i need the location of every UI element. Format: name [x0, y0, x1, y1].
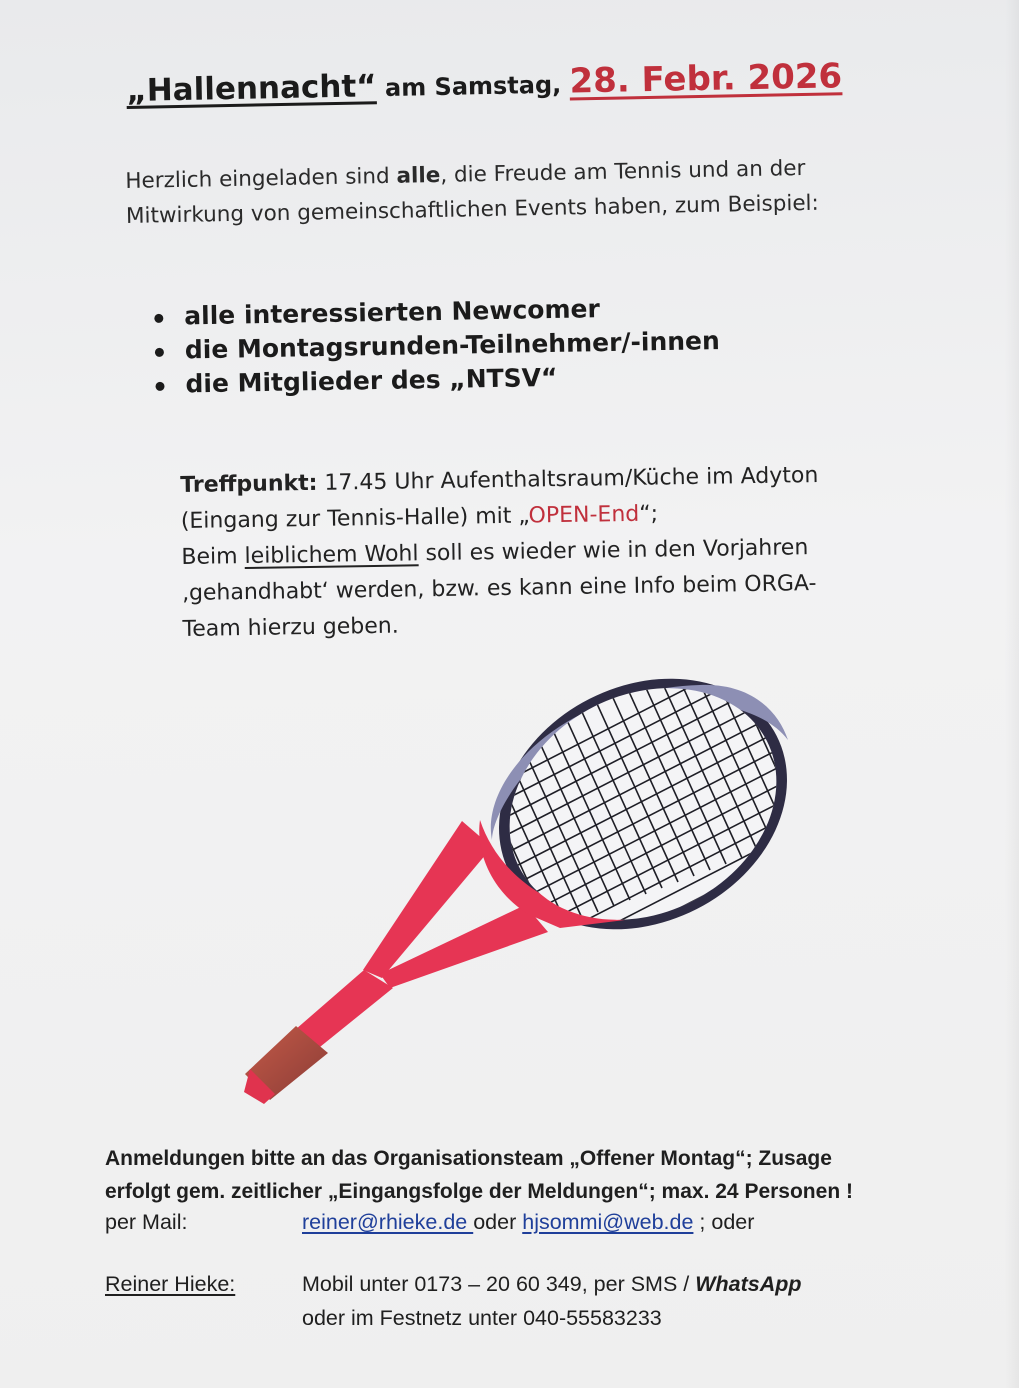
contact-landline: oder im Festnetz unter 040-55583233 [302, 1306, 662, 1330]
contact-label: Reiner Hieke: [105, 1272, 236, 1296]
invitee-list [150, 287, 912, 402]
email-link-2[interactable]: hjsommi@web.de [522, 1210, 694, 1234]
event-date: 28. Febr. 2026 [569, 56, 843, 102]
registration-line-1: Anmeldungen bitte an das Organisationsteam „Offener Montag“; Zusage [105, 1147, 832, 1170]
meeting-line-3-start: Beim [181, 543, 245, 570]
bullet-icon [155, 382, 164, 391]
bullet-icon [155, 348, 164, 357]
meeting-line-4: ‚gehandhabt‘ werden, bzw. es kann eine Info beim ORGA- [181, 571, 817, 606]
intro-emphasis: alle [396, 162, 441, 189]
mail-end: ; oder [693, 1210, 755, 1234]
intro-text [125, 148, 946, 234]
mail-values [302, 1210, 754, 1235]
email-link-1[interactable]: reiner@rhieke.de [302, 1210, 474, 1234]
registration-line-2: erfolgt gem. zeitlicher „Eingangsfolge der Meldungen“; max. 24 Personen ! [105, 1180, 853, 1203]
meeting-line-2-start: (Eingang zur Tennis-Halle) mit „ [180, 503, 529, 534]
event-name: „Hallennacht“ [126, 68, 377, 109]
meeting-info [180, 456, 943, 648]
mail-separator: oder [473, 1210, 523, 1234]
catering-label: leiblichem Wohl [244, 541, 419, 569]
registration-footer [105, 1142, 945, 1330]
headline [126, 54, 947, 110]
intro-line-1-start: Herzlich eingeladen sind [125, 163, 397, 194]
mail-label: per Mail: [105, 1210, 188, 1234]
meeting-label: Treffpunkt: [180, 470, 318, 498]
list-item-text: die Montagsrunden-Teilnehmer/-innen [184, 326, 721, 365]
meeting-line-2-end: “; [639, 501, 659, 527]
meeting-line-5: Team hierzu geben. [182, 613, 399, 642]
list-item-text: die Mitglieder des „NTSV“ [185, 362, 558, 399]
bullet-icon [154, 314, 163, 323]
contact-phone [302, 1272, 802, 1297]
meeting-time-place: 17.45 Uhr Aufenthaltsraum/Küche im Adyton [317, 462, 819, 496]
list-item-text: alle interessierten Newcomer [184, 294, 601, 331]
whatsapp-label: WhatsApp [695, 1272, 802, 1296]
contact-mobile: Mobil unter 0173 – 20 60 349, per SMS / [302, 1272, 696, 1296]
open-end-label: OPEN-End [528, 501, 640, 529]
tennis-racket-icon [230, 670, 810, 1110]
intro-line-1-end: , die Freude am Tennis und an der [440, 155, 806, 188]
headline-weekday: am Samstag, [376, 70, 570, 103]
intro-line-2: Mitwirkung von gemeinschaftlichen Events haben, zum Beispiel: [125, 190, 820, 229]
meeting-line-3-end: soll es wieder wie in den Vorjahren [418, 535, 809, 567]
